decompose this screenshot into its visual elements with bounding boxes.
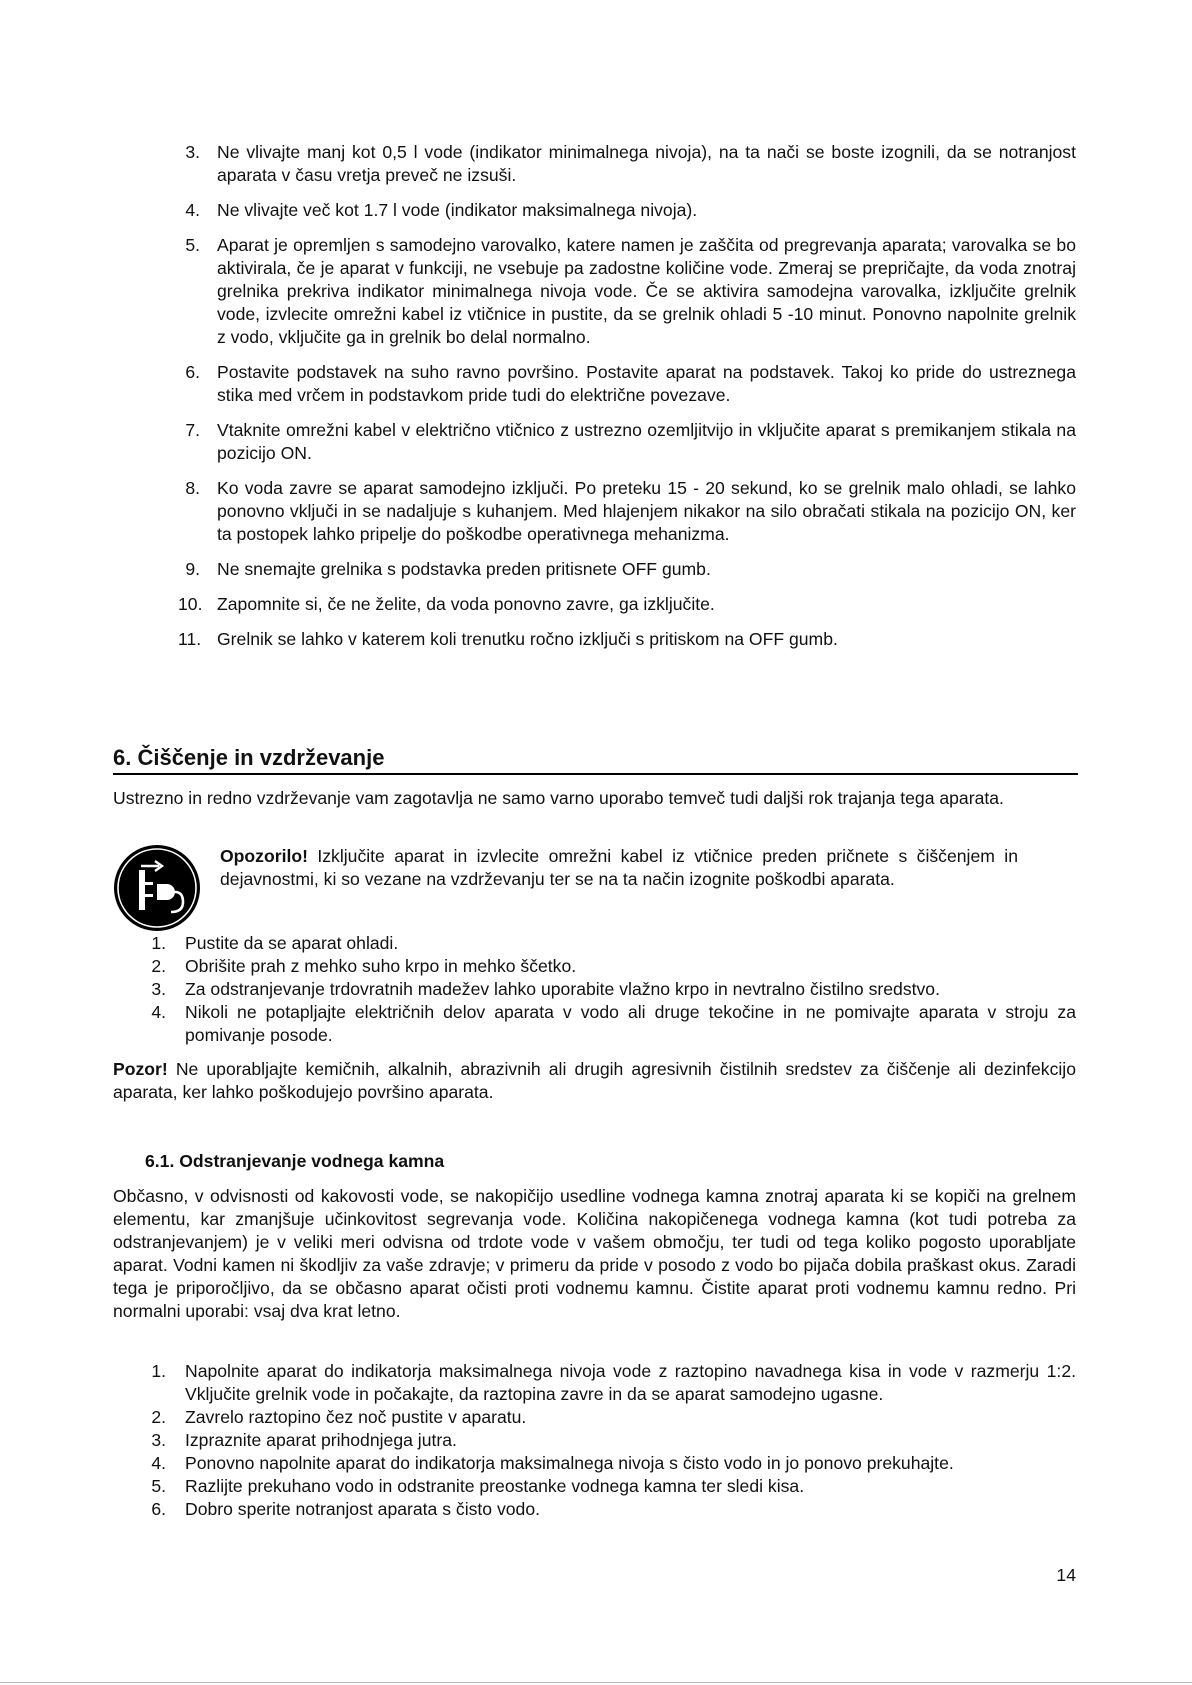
list-item [146, 1429, 1076, 1452]
list-number: 8. [185, 478, 200, 498]
list-number: 3. [151, 979, 166, 999]
list-item-text: Zapomnite si, če ne želite, da voda ponovno zavre, ga izključite. [217, 594, 715, 614]
list-item [178, 628, 1076, 651]
warning-label: Opozorilo! [220, 846, 308, 866]
list-item-text: Aparat je opremljen s samodejno varovalko, katere namen je zaščita od pregrevanja aparata; varovalka se bo aktivirala, če je aparat v funkciji, ne vsebuje pa zadostne količine vode. Zmeraj se prepričajte, da voda znotraj grelnika prekriva indikator minimalnega nivoja vode. Če se aktivira samodejna varovalka, izključite grelnik vode, izvlecite omrežni kabel iz vtičnice in pustite, da se grelnik ohladi 5 -10 minut. Ponovno napolnite grelnik z vodo, vključite ga in grelnik bo delal normalno. [217, 235, 1076, 347]
list-item [146, 1360, 1076, 1406]
list-item-text: Razlijte prekuhano vodo in odstranite preostanke vodnega kamna ter sledi kisa. [185, 1476, 805, 1496]
descaling-steps-list [146, 1360, 1076, 1521]
list-item-text: Izpraznite aparat prihodnjega jutra. [185, 1430, 457, 1450]
section-heading: 6. Čiščenje in vzdrževanje [113, 744, 1078, 775]
subsection-heading: 6.1. Odstranjevanje vodnega kamna [145, 1151, 445, 1171]
section-intro: Ustrezno in redno vzdrževanje vam zagotavlja ne samo varno uporabo temveč tudi daljši rok trajanja tega aparata. [113, 788, 1004, 808]
list-item [178, 361, 1076, 407]
list-item [146, 1406, 1076, 1429]
list-item-text: Dobro sperite notranjost aparata s čisto vodo. [185, 1499, 541, 1519]
list-item [178, 234, 1076, 349]
list-item [178, 419, 1076, 465]
list-item-text: Postavite podstavek na suho ravno površino. Postavite aparat na podstavek. Takoj ko pride do ustreznega stika med vrčem in podstavkom pride tudi do električne povezave. [217, 362, 1076, 405]
list-item [178, 141, 1076, 187]
list-item-text: Pustite da se aparat ohladi. [185, 933, 399, 953]
caution-note [113, 1058, 1076, 1104]
subsection-paragraph: Občasno, v odvisnosti od kakovosti vode, se nakopičijo usedline vodnega kamna znotraj aparata ki se kopiči na grelnem elementu, kar zmanjšuje učinkovitost segrevanja vode. Količina nakopičenega vodnega kamna (kot tudi potreba za odstranjevanjem) je v veliki meri odvisna od trdote vode v vašem območju, ter tudi od tega koliko pogosto uporabljate aparat. Vodni kamen ni škodljiv za vaše zdravje; v primeru da pride v posodo z vodo bo pijača dobila praškast okus. Zaradi tega je priporočljivo, da se občasno aparat očisti proti vodnemu kamnu. Čistite aparat proti vodnemu kamnu redno. Pri normalni uporabi: vsaj dva krat letno. [113, 1186, 1076, 1321]
list-item-text: Ko voda zavre se aparat samodejno izključi. Po preteku 15 - 20 sekund, ko se grelnik malo ohladi, se lahko ponovno vključi in se nadaljuje s kuhanjem. Med hlajenjem nikakor na silo obračati stikala na pozicijo ON, ker ta postopek lahko pripelje do poškodbe operativnega mehanizma. [217, 478, 1076, 544]
warning-body: Izključite aparat in izvlecite omrežni kabel iz vtičnice preden pričnete s čiščenjem in dejavnostmi, ki so vezane na vzdrževanju ter se na ta način izognite poškodbi aparata. [220, 846, 1018, 889]
list-item-text: Nikoli ne potapljajte električnih delov aparata v vodo ali druge tekočine in ne pomivajte aparata v stroju za pomivanje posode. [185, 1002, 1076, 1045]
list-number: 7. [185, 420, 200, 440]
list-item-text: Za odstranjevanje trdovratnih madežev lahko uporabite vlažno krpo in nevtralno čistilno sredstvo. [185, 979, 940, 999]
list-number: 11. [178, 629, 202, 649]
page-number: 14 [1056, 1565, 1076, 1585]
list-item [146, 932, 1076, 955]
list-item-text: Zavrelo raztopino čez noč pustite v aparatu. [185, 1407, 527, 1427]
list-number: 6. [151, 1499, 166, 1519]
list-number: 2. [151, 956, 166, 976]
list-item [146, 1475, 1076, 1498]
unplug-icon [113, 844, 201, 932]
list-item-text: Ne vlivajte več kot 1.7 l vode (indikator maksimalnega nivoja). [217, 200, 698, 220]
list-item [146, 1498, 1076, 1521]
list-item [146, 1452, 1076, 1475]
list-number: 3. [185, 142, 200, 162]
list-number: 5. [185, 235, 200, 255]
page-bottom-divider [0, 1682, 1192, 1683]
list-item-text: Obrišite prah z mehko suho krpo in mehko ščetko. [185, 956, 577, 976]
list-item-text: Grelnik se lahko v katerem koli trenutku ročno izključi s pritiskom na OFF gumb. [217, 629, 838, 649]
list-number: 4. [151, 1453, 166, 1473]
list-number: 1. [151, 933, 166, 953]
list-number: 4. [151, 1002, 166, 1022]
list-item-text: Napolnite aparat do indikatorja maksimalnega nivoja vode z raztopino navadnega kisa in vode v razmerju 1:2. Vključite grelnik vode in počakajte, da raztopina zavre in da se aparat samodejno ugasne. [185, 1361, 1076, 1404]
list-number: 5. [151, 1476, 166, 1496]
list-number: 3. [151, 1430, 166, 1450]
list-item-text: Ponovno napolnite aparat do indikatorja maksimalnega nivoja s čisto vodo in jo ponovo prekuhajte. [185, 1453, 954, 1473]
list-number: 10. [178, 594, 203, 614]
list-item [146, 978, 1076, 1001]
list-item [178, 593, 1076, 616]
list-number: 4. [185, 200, 200, 220]
usage-instructions-list [178, 141, 1076, 663]
list-item-text: Ne vlivajte manj kot 0,5 l vode (indikator minimalnega nivoja), na ta nači se boste izognili, da se notranjost aparata v času vretja preveč ne izsuši. [217, 142, 1076, 185]
list-item [178, 199, 1076, 222]
list-item [178, 558, 1076, 581]
caution-body: Ne uporabljajte kemičnih, alkalnih, abrazivnih ali drugih agresivnih čistilnih sredstev za čiščenje ali dezinfekcijo aparata, ker lahko poškodujejo površino aparata. [113, 1059, 1076, 1102]
list-item [178, 477, 1076, 546]
list-item-text: Vtaknite omrežni kabel v električno vtičnico z ustrezno ozemljitvijo in vključite aparat s premikanjem stikala na pozicijo ON. [217, 420, 1076, 463]
list-number: 6. [185, 362, 200, 382]
list-item [146, 955, 1076, 978]
list-number: 2. [151, 1407, 166, 1427]
list-number: 1. [151, 1361, 166, 1381]
list-number: 9. [185, 559, 200, 579]
caution-label: Pozor! [113, 1059, 168, 1079]
warning-text [220, 845, 1018, 891]
list-item [146, 1001, 1076, 1047]
list-item-text: Ne snemajte grelnika s podstavka preden pritisnete OFF gumb. [217, 559, 711, 579]
cleaning-steps-list [146, 932, 1076, 1047]
